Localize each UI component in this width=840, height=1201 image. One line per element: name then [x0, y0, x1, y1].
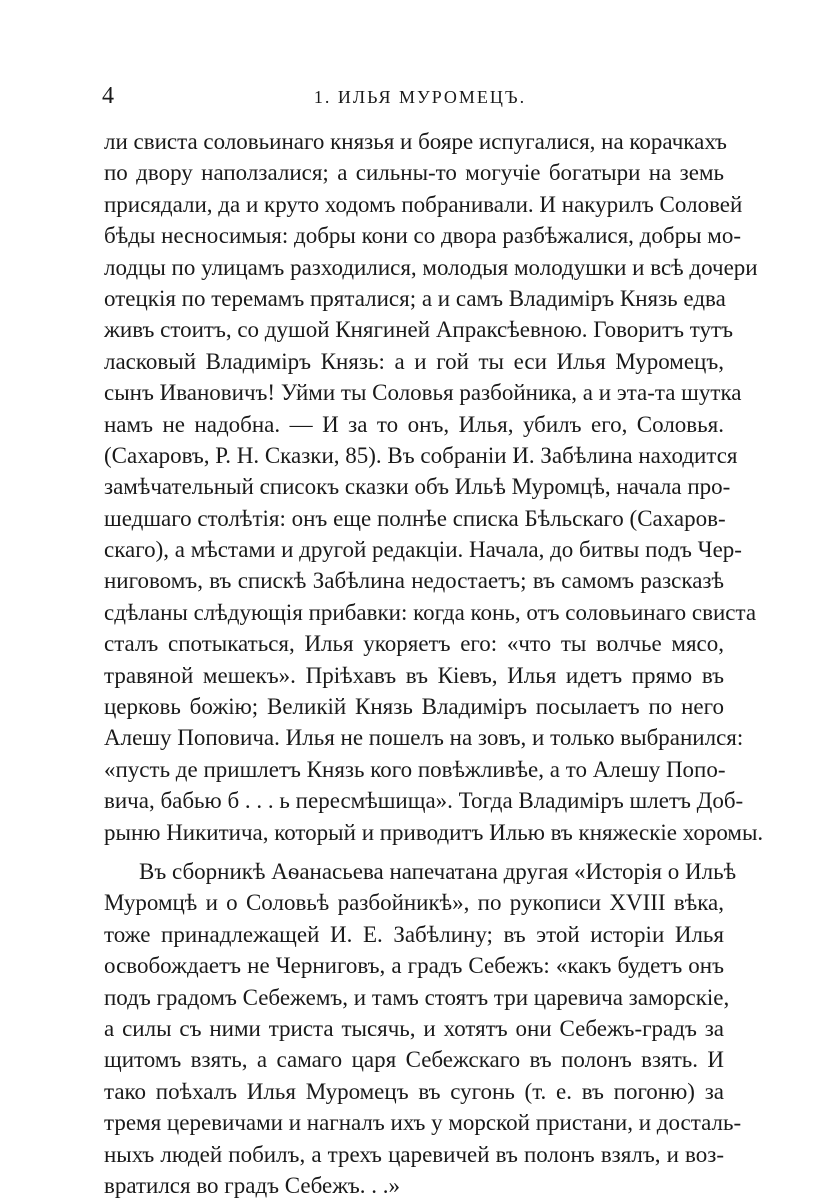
text-line: освобождаетъ не Черниговъ, а градъ Себежъ: «какъ будетъ онъ	[104, 953, 724, 979]
text-line: тоже принадлежащей И. Е. Забѣлину; въ этой исторіи Илья	[104, 921, 724, 947]
text-line: Въ сборникѣ Аѳанасьева напечатана другая «Исторія о Ильѣ	[139, 858, 737, 884]
text-line: замѣчательный списокъ сказки объ Ильѣ Муромцѣ, начала про-	[104, 474, 731, 500]
text-line: «пусть де пришлетъ Князь кого повѣжливѣе, а то Алешу Попо-	[104, 756, 726, 782]
text-line: шедшаго столѣтія: онъ еще полнѣе списка Бѣльскаго (Сахаров-	[104, 505, 726, 531]
text-line: скаго), а мѣстами и другой редакціи. Начала, до битвы подъ Чер-	[104, 537, 742, 563]
text-line: (Сахаровъ, Р. Н. Сказки, 85). Въ собраніи И. Забѣлина находится	[104, 442, 738, 468]
text-line: щитомъ взять, а самаго царя Себежскаго въ полонъ взять. И	[104, 1047, 724, 1073]
paragraph-1	[104, 126, 764, 848]
text-line: травяной мешекъ». Пріѣхавъ въ Кіевъ, Илья идетъ прямо въ	[104, 662, 724, 688]
text-line: отецкія по теремамъ пряталися; а и самъ Владиміръ Князь едва	[104, 285, 726, 311]
text-line: ниговомъ, въ спискѣ Забѣлина недостаетъ; въ самомъ разсказѣ	[104, 568, 724, 594]
text-line: а силы съ ними триста тысячь, и хотятъ они Себежъ-градъ за	[104, 1015, 724, 1041]
text-line: ли свиста соловьинаго князья и бояре испугалися, на корачкахъ	[104, 129, 727, 154]
text-line: вича, бабью б . . . ь пересмѣшища». Тогда Владиміръ шлетъ Доб-	[104, 788, 744, 814]
text-line: ласковый Владиміръ Князь: а и гой ты еси Илья Муромецъ,	[104, 348, 724, 374]
text-line: вратился во градъ Себежъ. . .»	[104, 1172, 400, 1198]
text-line: бѣды несносимыя: добры кони со двора разбѣжалися, добры мо-	[104, 223, 742, 249]
text-line: Алешу Поповича. Илья не пошелъ на зовъ, и только выбранился:	[104, 725, 744, 751]
text-line: церковь божію; Великій Князь Владиміръ посылаетъ по него	[104, 694, 724, 720]
text-line: Муромцѣ и о Соловьѣ разбойникѣ», по рукописи XVIII вѣка,	[104, 890, 724, 916]
text-line: подъ градомъ Себежемъ, и тамъ стоятъ три царевича заморскіе,	[104, 984, 730, 1010]
text-line: по двору наползалися; а сильны-то могучіе богатыри на земь	[104, 160, 724, 186]
text-line: присядали, да и круто ходомъ побранивали. И накурилъ Соловей	[104, 191, 743, 217]
text-line: лодцы по улицамъ разходилися, молодыя молодушки и всѣ дочери	[104, 254, 758, 280]
text-line: рыню Никитича, который и приводитъ Илью въ княжескіе хоромы.	[104, 819, 764, 845]
text-line: тако поѣхалъ Илья Муромецъ въ сугонь (т. е. въ погоню) за	[104, 1078, 724, 1104]
running-title: 1. ИЛЬЯ МУРОМЕЦЪ.	[313, 87, 527, 107]
text-line: сдѣланы слѣдующія прибавки: когда конь, отъ соловьинаго свиста	[104, 599, 757, 625]
text-line: сынъ Ивановичъ! Уйми ты Соловья разбойника, а и эта-та шутка	[104, 380, 742, 406]
text-line: тремя церевичами и нагналъ ихъ у морской пристани, и досталь-	[104, 1110, 742, 1136]
text-line: ныхъ людей побилъ, а трехъ царевичей въ полонъ взялъ, и воз-	[104, 1141, 724, 1167]
paragraph-2	[104, 856, 742, 1201]
text-line: сталъ спотыкаться, Илья укоряетъ его: «что ты волчье мясо,	[104, 631, 724, 657]
paragraph-gap	[104, 848, 724, 856]
page-number: 4	[102, 83, 114, 109]
text-line: намъ не надобна. — И за то онъ, Илья, убилъ его, Соловья.	[104, 411, 724, 437]
body-text	[104, 126, 764, 1201]
text-line: живъ стоитъ, со душой Княгиней Апраксѣевною. Говоритъ тутъ	[104, 317, 733, 343]
